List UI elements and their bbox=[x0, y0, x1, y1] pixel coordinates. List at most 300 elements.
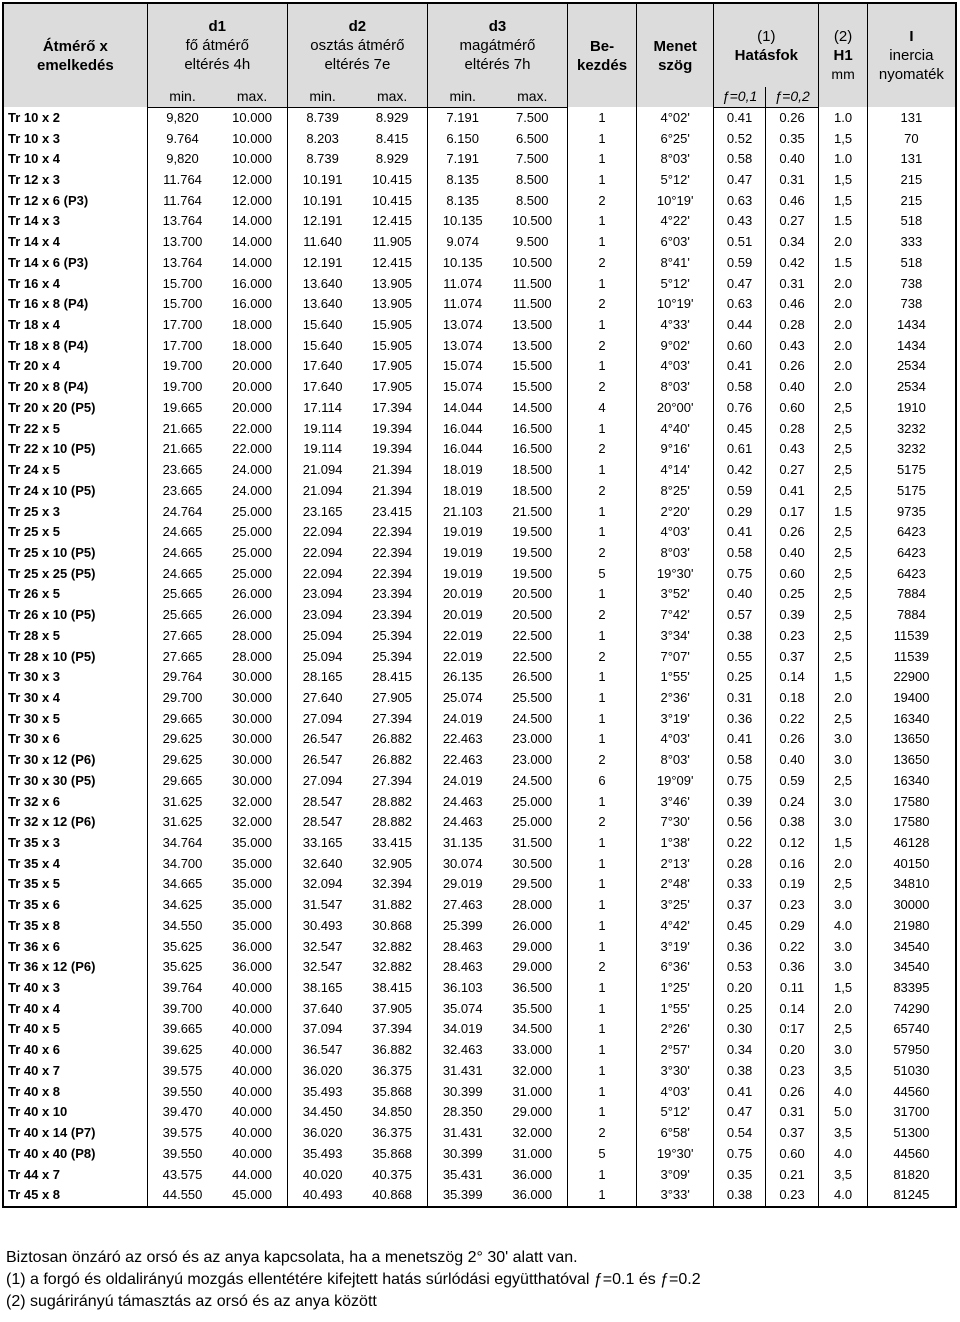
cell-h1: 3.0 bbox=[819, 1040, 867, 1061]
cell-d1-min: 34.625 bbox=[162, 897, 203, 913]
cell-d1-max: 26.000 bbox=[217, 605, 287, 626]
cell-efficiency-f02: 0.21 bbox=[765, 1164, 819, 1185]
cell-d3-min: 35.431 bbox=[442, 1166, 483, 1182]
header-h1: (2) H1 mm bbox=[819, 3, 867, 107]
cell-d3-max: 24.500 bbox=[497, 771, 567, 792]
cell-inertia: 34540 bbox=[893, 938, 930, 954]
cell-d2-max: 22.394 bbox=[357, 543, 427, 564]
cell-starts: 1 bbox=[568, 170, 637, 191]
cell-h1: 3.0 bbox=[819, 791, 867, 812]
header-f02: ƒ=0,2 bbox=[765, 87, 819, 107]
cell-efficiency-f02: 0.46 bbox=[765, 294, 819, 315]
cell-d3-max: 8.500 bbox=[497, 190, 567, 211]
cell-d2-max: 32.905 bbox=[357, 853, 427, 874]
cell-thread-designation: Tr 26 x 5 bbox=[3, 584, 147, 605]
cell-d1-max: 28.000 bbox=[217, 625, 287, 646]
cell-d1-max: 30.000 bbox=[217, 771, 287, 792]
cell-thread-designation: Tr 24 x 10 (P5) bbox=[3, 480, 147, 501]
cell-d1-max: 40.000 bbox=[217, 1143, 287, 1164]
cell-lead-angle: 4°03' bbox=[637, 356, 714, 377]
cell-d2-min: 27.094 bbox=[302, 772, 343, 788]
cell-d1-min: 34.700 bbox=[162, 855, 203, 871]
cell-d1-max: 12.000 bbox=[217, 170, 287, 191]
cell-inertia: 16340 bbox=[893, 772, 930, 788]
cell-starts: 1 bbox=[568, 315, 637, 336]
table-row bbox=[3, 398, 956, 419]
cell-thread-designation: Tr 30 x 3 bbox=[3, 667, 147, 688]
cell-d1-min: 29.764 bbox=[162, 669, 203, 685]
header-diameter-pitch: Átmérő x emelkedés bbox=[3, 3, 147, 107]
cell-d3-max: 8.500 bbox=[497, 170, 567, 191]
cell-lead-angle: 2°13' bbox=[637, 853, 714, 874]
cell-efficiency-f02: 0.26 bbox=[765, 729, 819, 750]
cell-inertia: 738 bbox=[900, 296, 923, 312]
cell-d3-max: 9.500 bbox=[497, 232, 567, 253]
cell-d1-max: 30.000 bbox=[217, 750, 287, 771]
table-row bbox=[3, 708, 956, 729]
cell-d1-max: 14.000 bbox=[217, 232, 287, 253]
cell-efficiency-f01: 0.58 bbox=[714, 377, 766, 398]
table-row bbox=[3, 750, 956, 771]
cell-d1-min: 25.665 bbox=[162, 607, 203, 623]
table-row bbox=[3, 853, 956, 874]
cell-d2-min: 8.739 bbox=[306, 151, 339, 167]
cell-d2-min: 22.094 bbox=[302, 544, 343, 560]
cell-efficiency-f02: 0.12 bbox=[765, 833, 819, 854]
table-row bbox=[3, 874, 956, 895]
cell-efficiency-f02: 0.40 bbox=[765, 750, 819, 771]
cell-h1: 2,5 bbox=[819, 563, 867, 584]
cell-d3-min: 8.135 bbox=[446, 192, 479, 208]
cell-starts: 1 bbox=[568, 895, 637, 916]
table-row bbox=[3, 688, 956, 709]
cell-d1-max: 30.000 bbox=[217, 667, 287, 688]
cell-d3-min: 28.463 bbox=[442, 938, 483, 954]
cell-h1: 1,5 bbox=[819, 170, 867, 191]
cell-thread-designation: Tr 44 x 7 bbox=[3, 1164, 147, 1185]
cell-d2-max: 19.394 bbox=[357, 418, 427, 439]
cell-efficiency-f01: 0.34 bbox=[714, 1040, 766, 1061]
cell-efficiency-f01: 0.45 bbox=[714, 418, 766, 439]
cell-inertia: 3232 bbox=[896, 420, 926, 436]
cell-lead-angle: 4°03' bbox=[637, 729, 714, 750]
cell-lead-angle: 6°03' bbox=[637, 232, 714, 253]
cell-efficiency-f01: 0.60 bbox=[714, 335, 766, 356]
cell-d1-max: 20.000 bbox=[217, 377, 287, 398]
cell-h1: 1.5 bbox=[819, 501, 867, 522]
cell-lead-angle: 3°34' bbox=[637, 625, 714, 646]
cell-thread-designation: Tr 25 x 5 bbox=[3, 522, 147, 543]
cell-d3-max: 19.500 bbox=[497, 563, 567, 584]
cell-h1: 3,5 bbox=[819, 1123, 867, 1144]
cell-d3-min: 25.074 bbox=[442, 689, 483, 705]
cell-lead-angle: 4°22' bbox=[637, 211, 714, 232]
cell-d1-max: 10.000 bbox=[217, 107, 287, 128]
cell-inertia: 65740 bbox=[893, 1021, 930, 1037]
cell-d3-max: 11.500 bbox=[497, 294, 567, 315]
table-row bbox=[3, 149, 956, 170]
cell-d3-max: 7.500 bbox=[497, 107, 567, 128]
cell-d3-max: 36.500 bbox=[497, 978, 567, 999]
cell-d1-min: 34.550 bbox=[162, 917, 203, 933]
cell-thread-designation: Tr 36 x 12 (P6) bbox=[3, 957, 147, 978]
cell-d1-max: 40.000 bbox=[217, 978, 287, 999]
cell-h1: 2,5 bbox=[819, 874, 867, 895]
cell-efficiency-f01: 0.41 bbox=[714, 107, 766, 128]
cell-h1: 2,5 bbox=[819, 771, 867, 792]
cell-d1-max: 25.000 bbox=[217, 543, 287, 564]
cell-d3-max: 15.500 bbox=[497, 356, 567, 377]
cell-d1-min: 43.575 bbox=[162, 1166, 203, 1182]
cell-starts: 2 bbox=[568, 957, 637, 978]
cell-efficiency-f02: 0.42 bbox=[765, 253, 819, 274]
cell-d3-min: 29.019 bbox=[442, 876, 483, 892]
cell-inertia: 1910 bbox=[896, 399, 926, 415]
cell-inertia: 5175 bbox=[896, 462, 926, 478]
cell-inertia: 34810 bbox=[893, 876, 930, 892]
cell-inertia: 22900 bbox=[893, 669, 930, 685]
cell-starts: 1 bbox=[568, 874, 637, 895]
cell-efficiency-f01: 0.36 bbox=[714, 708, 766, 729]
table-row bbox=[3, 170, 956, 191]
cell-inertia: 738 bbox=[900, 275, 923, 291]
cell-efficiency-f02: 0.36 bbox=[765, 957, 819, 978]
cell-starts: 1 bbox=[568, 998, 637, 1019]
header-d2-min: min. bbox=[287, 87, 357, 107]
cell-d1-max: 35.000 bbox=[217, 874, 287, 895]
cell-efficiency-f02: 0.22 bbox=[765, 708, 819, 729]
table-row bbox=[3, 211, 956, 232]
cell-lead-angle: 1°55' bbox=[637, 998, 714, 1019]
cell-h1: 3,5 bbox=[819, 1061, 867, 1082]
cell-d1-min: 24.665 bbox=[162, 544, 203, 560]
table-row bbox=[3, 625, 956, 646]
cell-d3-min: 16.044 bbox=[442, 420, 483, 436]
cell-d3-min: 20.019 bbox=[442, 607, 483, 623]
cell-d1-min: 39.575 bbox=[162, 1125, 203, 1141]
cell-d1-min: 39.550 bbox=[162, 1083, 203, 1099]
cell-lead-angle: 4°02' bbox=[637, 107, 714, 128]
header-d3-min: min. bbox=[427, 87, 497, 107]
cell-inertia: 1434 bbox=[896, 317, 926, 333]
cell-inertia: 131 bbox=[900, 109, 923, 125]
cell-starts: 1 bbox=[568, 791, 637, 812]
table-row bbox=[3, 543, 956, 564]
cell-d1-min: 29.665 bbox=[162, 710, 203, 726]
cell-d2-max: 23.394 bbox=[357, 584, 427, 605]
table-row bbox=[3, 522, 956, 543]
cell-d3-max: 31.500 bbox=[497, 833, 567, 854]
cell-lead-angle: 10°19' bbox=[637, 294, 714, 315]
cell-d3-min: 27.463 bbox=[442, 897, 483, 913]
table-row bbox=[3, 1081, 956, 1102]
cell-d1-max: 32.000 bbox=[217, 812, 287, 833]
cell-d1-max: 44.000 bbox=[217, 1164, 287, 1185]
cell-starts: 1 bbox=[568, 501, 637, 522]
cell-efficiency-f01: 0.38 bbox=[714, 1185, 766, 1207]
cell-d3-max: 20.500 bbox=[497, 605, 567, 626]
cell-lead-angle: 8°41' bbox=[637, 253, 714, 274]
cell-starts: 1 bbox=[568, 149, 637, 170]
header-d1-max: max. bbox=[217, 87, 287, 107]
table-row bbox=[3, 315, 956, 336]
cell-d3-min: 18.019 bbox=[442, 482, 483, 498]
table-row bbox=[3, 791, 956, 812]
cell-d3-max: 10.500 bbox=[497, 211, 567, 232]
cell-inertia: 215 bbox=[900, 192, 923, 208]
cell-h1: 1.5 bbox=[819, 253, 867, 274]
cell-efficiency-f02: 0.46 bbox=[765, 190, 819, 211]
cell-d2-min: 37.640 bbox=[302, 1000, 343, 1016]
cell-efficiency-f02: 0.60 bbox=[765, 563, 819, 584]
cell-h1: 3.0 bbox=[819, 936, 867, 957]
cell-d1-max: 40.000 bbox=[217, 1123, 287, 1144]
cell-d1-max: 35.000 bbox=[217, 895, 287, 916]
cell-h1: 4.0 bbox=[819, 1081, 867, 1102]
cell-d2-min: 8.739 bbox=[306, 109, 339, 125]
cell-d3-max: 33.000 bbox=[497, 1040, 567, 1061]
cell-d2-max: 32.882 bbox=[357, 936, 427, 957]
cell-efficiency-f02: 0.34 bbox=[765, 232, 819, 253]
cell-d3-max: 36.000 bbox=[497, 1164, 567, 1185]
cell-d2-min: 32.640 bbox=[302, 855, 343, 871]
cell-d3-min: 19.019 bbox=[442, 565, 483, 581]
cell-d3-min: 15.074 bbox=[442, 379, 483, 395]
cell-inertia: 34540 bbox=[893, 959, 930, 975]
cell-starts: 1 bbox=[568, 936, 637, 957]
cell-d3-max: 10.500 bbox=[497, 253, 567, 274]
cell-inertia: 6423 bbox=[896, 565, 926, 581]
cell-d2-min: 15.640 bbox=[302, 337, 343, 353]
cell-thread-designation: Tr 40 x 7 bbox=[3, 1061, 147, 1082]
cell-inertia: 81820 bbox=[893, 1166, 930, 1182]
cell-d2-min: 36.020 bbox=[302, 1062, 343, 1078]
cell-d1-max: 36.000 bbox=[217, 957, 287, 978]
cell-d1-min: 39.550 bbox=[162, 1145, 203, 1161]
cell-d3-min: 16.044 bbox=[442, 441, 483, 457]
cell-d1-min: 15.700 bbox=[162, 275, 203, 291]
footnote-h1: (2) sugárirányú támasztás az orsó és az anya között bbox=[6, 1293, 377, 1310]
cell-d3-min: 34.019 bbox=[442, 1021, 483, 1037]
table-row bbox=[3, 605, 956, 626]
cell-efficiency-f01: 0.33 bbox=[714, 874, 766, 895]
cell-thread-designation: Tr 12 x 3 bbox=[3, 170, 147, 191]
cell-d3-min: 10.135 bbox=[442, 213, 483, 229]
cell-thread-designation: Tr 32 x 12 (P6) bbox=[3, 812, 147, 833]
cell-d2-max: 25.394 bbox=[357, 646, 427, 667]
cell-efficiency-f02: 0.19 bbox=[765, 874, 819, 895]
table-row bbox=[3, 1164, 956, 1185]
cell-inertia: 81245 bbox=[893, 1187, 930, 1203]
cell-d2-min: 13.640 bbox=[302, 275, 343, 291]
cell-d2-max: 22.394 bbox=[357, 522, 427, 543]
cell-d2-min: 32.547 bbox=[302, 959, 343, 975]
cell-inertia: 46128 bbox=[893, 835, 930, 851]
cell-d3-min: 18.019 bbox=[442, 462, 483, 478]
cell-d1-max: 40.000 bbox=[217, 1102, 287, 1123]
cell-efficiency-f01: 0.36 bbox=[714, 936, 766, 957]
cell-efficiency-f01: 0.76 bbox=[714, 398, 766, 419]
cell-thread-designation: Tr 14 x 4 bbox=[3, 232, 147, 253]
cell-d1-min: 39.625 bbox=[162, 1042, 203, 1058]
cell-d2-min: 27.640 bbox=[302, 689, 343, 705]
table-row bbox=[3, 1185, 956, 1207]
cell-d1-max: 40.000 bbox=[217, 1061, 287, 1082]
cell-efficiency-f01: 0.44 bbox=[714, 315, 766, 336]
cell-h1: 4.0 bbox=[819, 1143, 867, 1164]
table-row bbox=[3, 957, 956, 978]
table-row bbox=[3, 501, 956, 522]
cell-thread-designation: Tr 25 x 25 (P5) bbox=[3, 563, 147, 584]
cell-thread-designation: Tr 40 x 4 bbox=[3, 998, 147, 1019]
cell-inertia: 6423 bbox=[896, 544, 926, 560]
cell-efficiency-f02: 0.60 bbox=[765, 398, 819, 419]
cell-lead-angle: 4°03' bbox=[637, 522, 714, 543]
cell-h1: 2,5 bbox=[819, 543, 867, 564]
cell-d1-max: 40.000 bbox=[217, 998, 287, 1019]
cell-starts: 1 bbox=[568, 729, 637, 750]
cell-efficiency-f01: 0.75 bbox=[714, 1143, 766, 1164]
cell-d3-max: 16.500 bbox=[497, 418, 567, 439]
cell-d1-max: 25.000 bbox=[217, 522, 287, 543]
cell-d2-min: 26.547 bbox=[302, 752, 343, 768]
cell-d2-max: 17.905 bbox=[357, 356, 427, 377]
cell-d2-max: 26.882 bbox=[357, 750, 427, 771]
cell-d2-min: 33.165 bbox=[302, 835, 343, 851]
cell-efficiency-f02: 0.31 bbox=[765, 1102, 819, 1123]
cell-d2-max: 21.394 bbox=[357, 460, 427, 481]
cell-efficiency-f01: 0.47 bbox=[714, 1102, 766, 1123]
cell-d3-min: 19.019 bbox=[442, 544, 483, 560]
table-row bbox=[3, 335, 956, 356]
cell-d2-max: 36.882 bbox=[357, 1040, 427, 1061]
cell-inertia: 44560 bbox=[893, 1145, 930, 1161]
cell-h1: 3,5 bbox=[819, 1164, 867, 1185]
cell-thread-designation: Tr 20 x 8 (P4) bbox=[3, 377, 147, 398]
cell-h1: 3.0 bbox=[819, 729, 867, 750]
cell-d1-max: 24.000 bbox=[217, 480, 287, 501]
cell-d2-max: 28.882 bbox=[357, 791, 427, 812]
cell-lead-angle: 3°33' bbox=[637, 1185, 714, 1207]
cell-d3-max: 35.500 bbox=[497, 998, 567, 1019]
cell-d3-max: 25.000 bbox=[497, 791, 567, 812]
cell-lead-angle: 1°38' bbox=[637, 833, 714, 854]
header-lead-angle: Menet szög bbox=[637, 3, 714, 107]
cell-h1: 2.0 bbox=[819, 688, 867, 709]
cell-d2-min: 36.020 bbox=[302, 1125, 343, 1141]
cell-inertia: 1434 bbox=[896, 337, 926, 353]
cell-lead-angle: 19°09' bbox=[637, 771, 714, 792]
cell-starts: 2 bbox=[568, 439, 637, 460]
cell-d2-max: 25.394 bbox=[357, 625, 427, 646]
cell-d1-min: 29.625 bbox=[162, 752, 203, 768]
cell-lead-angle: 8°03' bbox=[637, 543, 714, 564]
cell-d2-min: 34.450 bbox=[302, 1104, 343, 1120]
cell-lead-angle: 19°30' bbox=[637, 1143, 714, 1164]
cell-inertia: 40150 bbox=[893, 855, 930, 871]
cell-efficiency-f02: 0.24 bbox=[765, 791, 819, 812]
cell-starts: 1 bbox=[568, 708, 637, 729]
table-row bbox=[3, 418, 956, 439]
cell-d3-max: 25.500 bbox=[497, 688, 567, 709]
cell-d2-min: 17.114 bbox=[303, 399, 342, 415]
cell-d1-min: 34.764 bbox=[162, 835, 203, 851]
cell-efficiency-f02: 0.40 bbox=[765, 149, 819, 170]
cell-d2-min: 25.094 bbox=[302, 648, 343, 664]
cell-thread-designation: Tr 25 x 3 bbox=[3, 501, 147, 522]
cell-starts: 1 bbox=[568, 1040, 637, 1061]
cell-d3-min: 11.074 bbox=[443, 296, 483, 312]
cell-d2-max: 37.394 bbox=[357, 1019, 427, 1040]
cell-d3-max: 28.000 bbox=[497, 895, 567, 916]
cell-lead-angle: 8°03' bbox=[637, 750, 714, 771]
cell-starts: 2 bbox=[568, 605, 637, 626]
cell-d1-max: 14.000 bbox=[217, 211, 287, 232]
cell-d3-max: 24.500 bbox=[497, 708, 567, 729]
cell-h1: 1,5 bbox=[819, 667, 867, 688]
cell-d2-min: 28.165 bbox=[302, 669, 343, 685]
cell-inertia: 51030 bbox=[893, 1062, 930, 1078]
cell-d2-min: 21.094 bbox=[302, 462, 343, 478]
cell-efficiency-f02: 0.11 bbox=[765, 978, 819, 999]
cell-h1: 1,5 bbox=[819, 978, 867, 999]
cell-d3-min: 31.431 bbox=[442, 1125, 483, 1141]
footnote-efficiency: (1) a forgó és oldalirányú mozgás ellentétére kifejtett hatás súrlódási együtthatóval ƒ=0.1 és ƒ=0.2 bbox=[6, 1271, 701, 1288]
cell-efficiency-f01: 0.22 bbox=[714, 833, 766, 854]
cell-d1-min: 39.665 bbox=[162, 1021, 203, 1037]
cell-efficiency-f02: 0.26 bbox=[765, 522, 819, 543]
cell-efficiency-f02: 0.17 bbox=[765, 501, 819, 522]
cell-h1: 5.0 bbox=[819, 1102, 867, 1123]
cell-d1-min: 39.700 bbox=[162, 1000, 203, 1016]
cell-h1: 3.0 bbox=[819, 957, 867, 978]
cell-h1: 2.0 bbox=[819, 294, 867, 315]
cell-d2-min: 12.191 bbox=[302, 213, 343, 229]
cell-efficiency-f02: 0.43 bbox=[765, 335, 819, 356]
table-row bbox=[3, 107, 956, 128]
cell-d1-max: 35.000 bbox=[217, 853, 287, 874]
cell-lead-angle: 10°19' bbox=[637, 190, 714, 211]
cell-thread-designation: Tr 40 x 6 bbox=[3, 1040, 147, 1061]
cell-d1-min: 35.625 bbox=[162, 959, 203, 975]
cell-thread-designation: Tr 14 x 6 (P3) bbox=[3, 253, 147, 274]
cell-d2-max: 35.868 bbox=[357, 1081, 427, 1102]
cell-d2-min: 25.094 bbox=[302, 627, 343, 643]
cell-d1-max: 30.000 bbox=[217, 708, 287, 729]
cell-d2-max: 26.882 bbox=[357, 729, 427, 750]
cell-efficiency-f01: 0.38 bbox=[714, 625, 766, 646]
cell-starts: 2 bbox=[568, 750, 637, 771]
table-row bbox=[3, 1102, 956, 1123]
cell-h1: 2.0 bbox=[819, 356, 867, 377]
cell-d3-min: 26.135 bbox=[442, 669, 483, 685]
cell-efficiency-f01: 0.45 bbox=[714, 916, 766, 937]
cell-starts: 1 bbox=[568, 356, 637, 377]
cell-d3-max: 23.000 bbox=[497, 729, 567, 750]
cell-lead-angle: 3°19' bbox=[637, 708, 714, 729]
cell-d3-max: 16.500 bbox=[497, 439, 567, 460]
cell-d2-max: 12.415 bbox=[357, 253, 427, 274]
cell-thread-designation: Tr 28 x 10 (P5) bbox=[3, 646, 147, 667]
header-d1: d1 fő átmérő eltérés 4h bbox=[147, 3, 287, 87]
cell-d3-min: 24.019 bbox=[442, 772, 483, 788]
cell-d3-min: 24.463 bbox=[442, 814, 483, 830]
cell-d2-min: 19.114 bbox=[303, 441, 342, 457]
cell-lead-angle: 5°12' bbox=[637, 170, 714, 191]
cell-inertia: 21980 bbox=[893, 917, 930, 933]
cell-d2-min: 26.547 bbox=[302, 731, 343, 747]
cell-efficiency-f01: 0.55 bbox=[714, 646, 766, 667]
